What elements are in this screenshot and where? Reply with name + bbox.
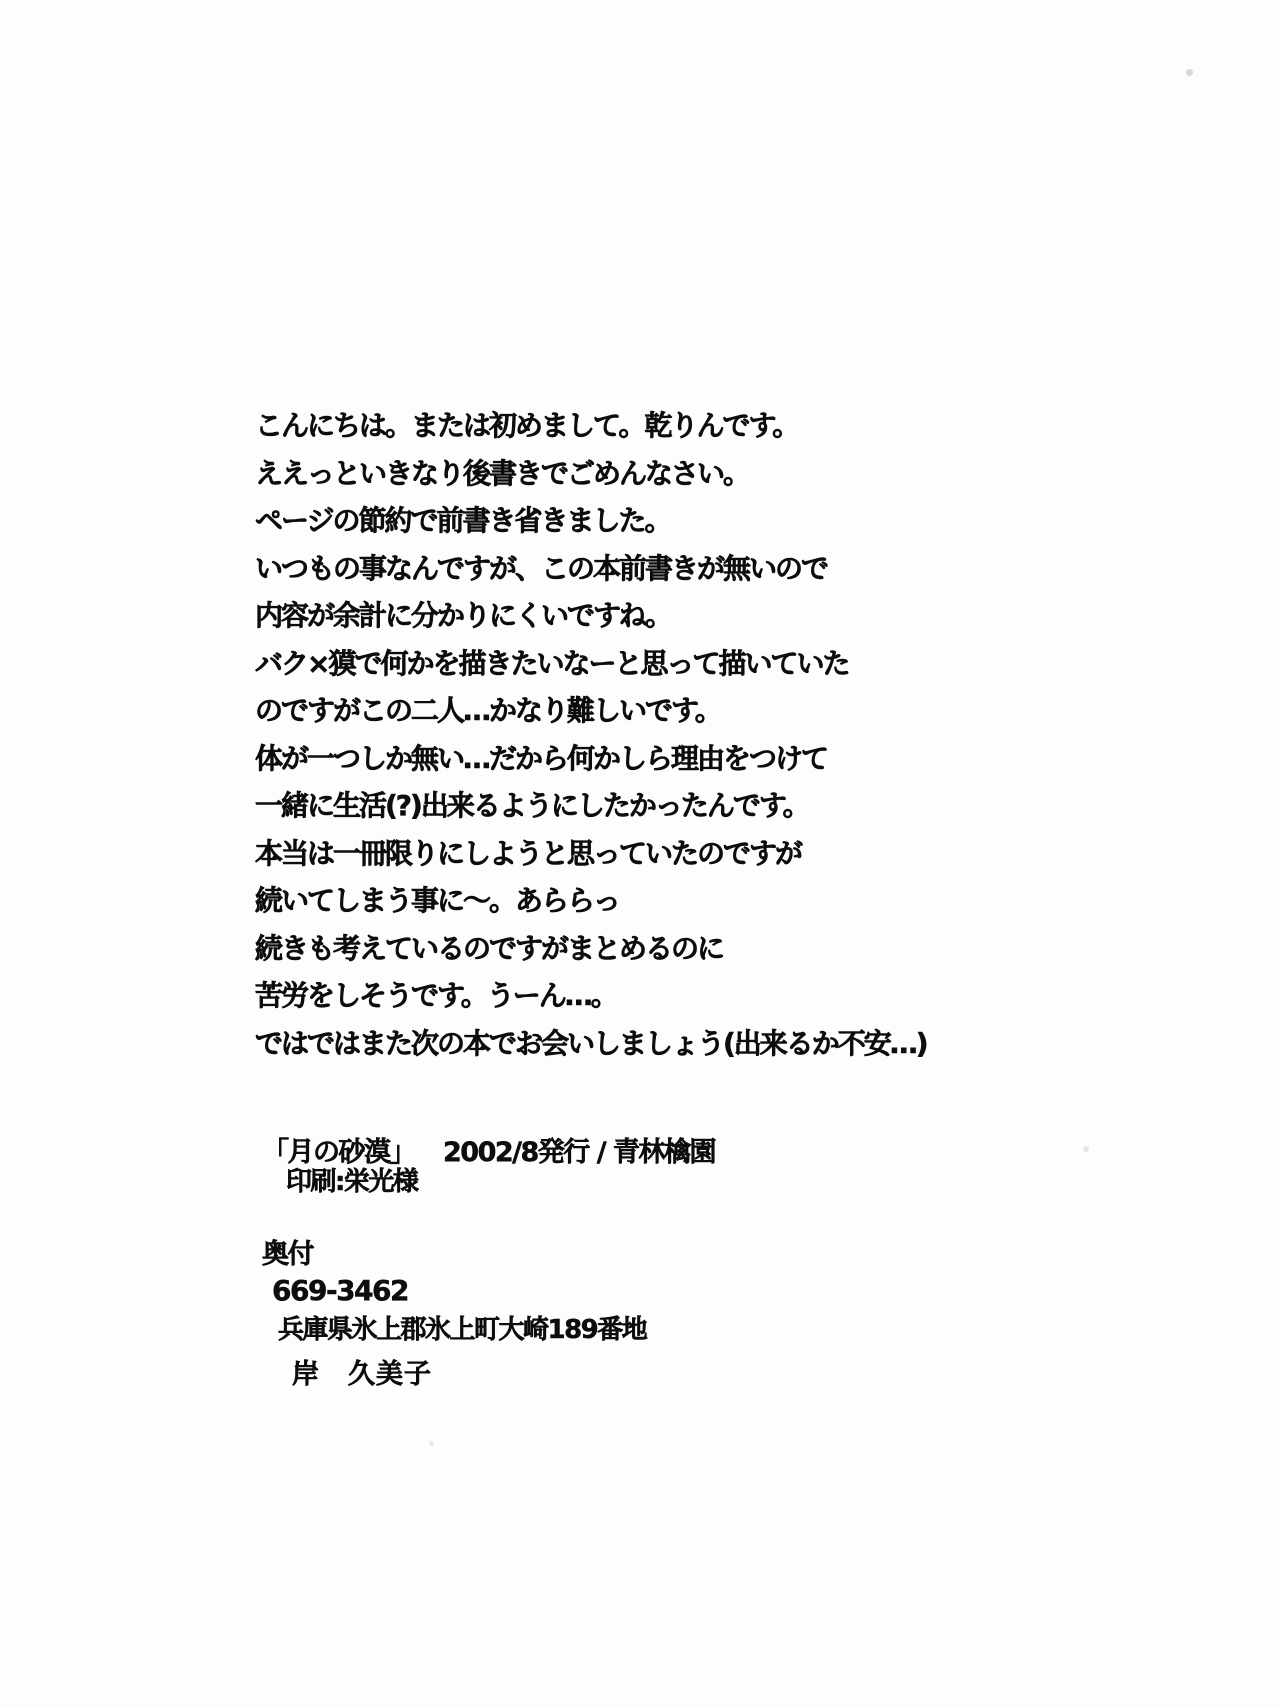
afterword-line: ではではまた次の本でお会いしましょう(出来るか不安…)	[255, 1026, 927, 1060]
book-title: 「月の砂漠」	[262, 1137, 415, 1168]
afterword-line: 続いてしまう事に～。あららっ	[255, 884, 620, 917]
postal-code: 669-3462	[272, 1274, 408, 1307]
afterword-line: 本当は一冊限りにしようと思っていたのですが	[255, 836, 802, 870]
afterword-line: こんにちは。または初めまして。乾りんです。	[255, 409, 799, 442]
afterword-line: ええっといきなり後書きでごめんなさい。	[255, 456, 750, 490]
afterword-line: 一緒に生活(?)出来るようにしたかったんです。	[255, 789, 809, 822]
afterword-line: いつもの事なんですが、この本前書きが無いので	[255, 551, 828, 585]
afterword-line: 苦労をしそうです。うーん…。	[255, 979, 617, 1012]
colophon-heading: 奥付	[262, 1239, 313, 1270]
scan-speck	[1083, 1146, 1089, 1152]
afterword-line: ページの節約で前書き省きました。	[255, 504, 671, 537]
afterword-line: バク×獏で何かを描きたいなーと思って描いていた	[255, 646, 849, 680]
afterword-line: 内容が余計に分かりにくいですね。	[255, 599, 672, 632]
afterword-line: のですがこの二人…かなり難しいです。	[255, 694, 721, 727]
publication-info: 2002/8発行 / 青林檎園	[443, 1137, 715, 1168]
address-line: 兵庫県氷上郡氷上町大崎189番地	[278, 1315, 647, 1345]
scan-speck	[429, 1441, 434, 1446]
afterword-line: 続きも考えているのですがまとめるのに	[255, 931, 724, 965]
printer-info: 印刷:栄光様	[286, 1167, 418, 1197]
scan-speck	[1186, 69, 1193, 76]
afterword-line: 体が一つしか無い…だから何かしら理由をつけて	[255, 741, 828, 775]
author-name: 岸 久美子	[292, 1359, 432, 1390]
